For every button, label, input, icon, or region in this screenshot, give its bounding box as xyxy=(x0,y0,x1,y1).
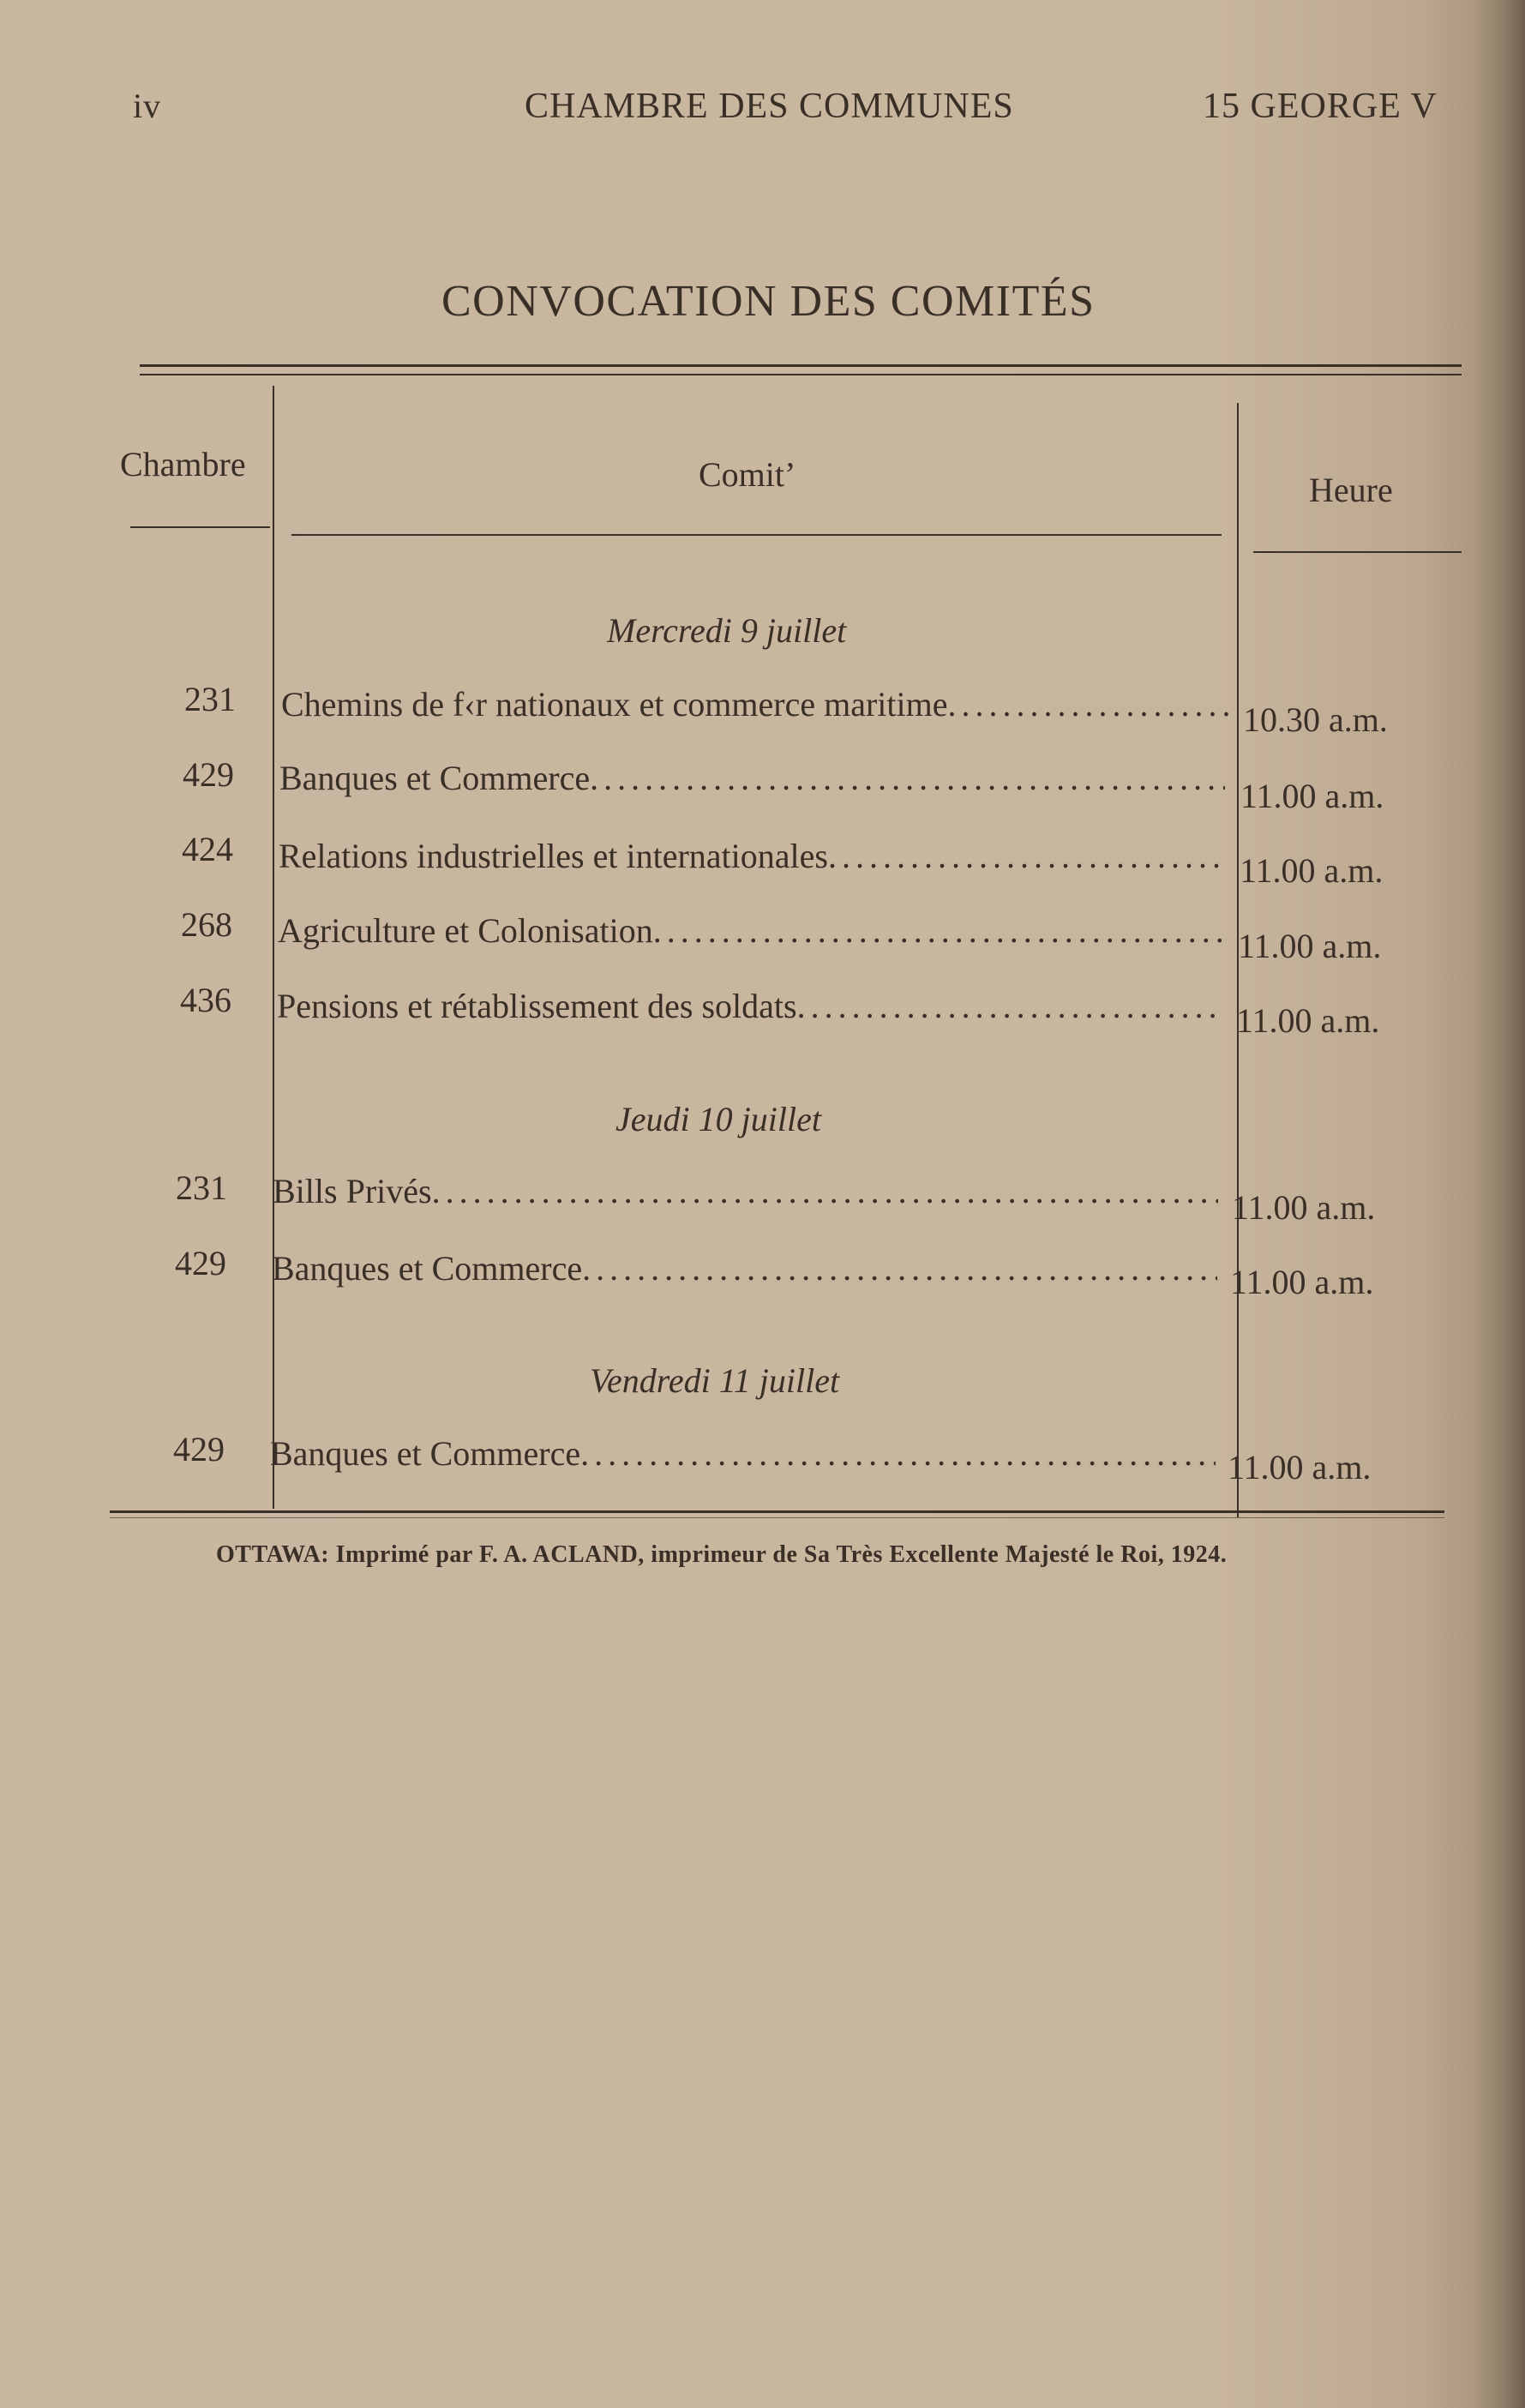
room-number: 268 xyxy=(181,905,232,944)
bottom-rule xyxy=(110,1510,1444,1513)
meeting-time: 10.30 a.m. xyxy=(1243,700,1388,739)
meeting-time: 11.00 a.m. xyxy=(1230,1263,1374,1301)
committee-name: Banques et Commerce ..... xyxy=(272,1248,1217,1288)
committee-name: Chemins de f‹r nationaux et commerce maritime ..... xyxy=(281,684,1228,724)
committee-name: Relations industrielles et internationales ..... xyxy=(279,836,1224,876)
day-heading: Jeudi 10 juillet xyxy=(615,1100,821,1138)
room-number: 424 xyxy=(182,830,233,868)
column-header-chambre: Chambre xyxy=(120,445,246,483)
top-rule-second xyxy=(140,374,1462,375)
committee-name: Pensions et rétablissement des soldats ..... xyxy=(277,986,1222,1026)
day-heading: Mercredi 9 juillet xyxy=(607,611,847,650)
chambre-underline xyxy=(130,526,270,528)
committee-name: Banques et Commerce ..... xyxy=(279,758,1225,798)
room-number: 429 xyxy=(175,1244,226,1282)
page-number: iv xyxy=(133,87,162,125)
committee-name: Banques et Commerce ..... xyxy=(270,1433,1216,1474)
meeting-time: 11.00 a.m. xyxy=(1236,1001,1380,1040)
committee-name: Bills Privés ..... xyxy=(273,1171,1218,1211)
comite-underline xyxy=(291,534,1222,536)
column-header-heure: Heure xyxy=(1309,471,1393,509)
top-rule xyxy=(140,364,1462,367)
book-spine-shadow xyxy=(1478,0,1525,2408)
meeting-time: 11.00 a.m. xyxy=(1240,777,1384,815)
printer-imprint: OTTAWA: Imprimé par F. A. ACLAND, imprimeur de Sa Très Excellente Majesté le Roi, 1924. xyxy=(216,1541,1228,1568)
bottom-rule-second xyxy=(110,1517,1444,1518)
room-number: 231 xyxy=(176,1168,227,1207)
committee-name: Agriculture et Colonisation ..... xyxy=(278,910,1223,951)
column-header-comite: Comitʼ xyxy=(699,455,796,494)
room-number: 429 xyxy=(173,1430,225,1468)
room-number: 429 xyxy=(183,755,234,794)
meeting-time: 11.00 a.m. xyxy=(1240,851,1384,890)
running-head-right: 15 GEORGE V xyxy=(1203,87,1438,126)
day-heading: Vendredi 11 juillet xyxy=(590,1361,840,1400)
meeting-time: 11.00 a.m. xyxy=(1228,1448,1372,1486)
page-title: CONVOCATION DES COMITÉS xyxy=(441,277,1096,326)
heure-underline xyxy=(1253,551,1462,553)
running-head: CHAMBRE DES COMMUNES xyxy=(525,87,1014,126)
meeting-time: 11.00 a.m. xyxy=(1232,1188,1376,1227)
column-divider-left xyxy=(273,386,274,1509)
meeting-time: 11.00 a.m. xyxy=(1238,927,1382,965)
room-number: 436 xyxy=(180,981,231,1019)
room-number: 231 xyxy=(184,680,236,718)
